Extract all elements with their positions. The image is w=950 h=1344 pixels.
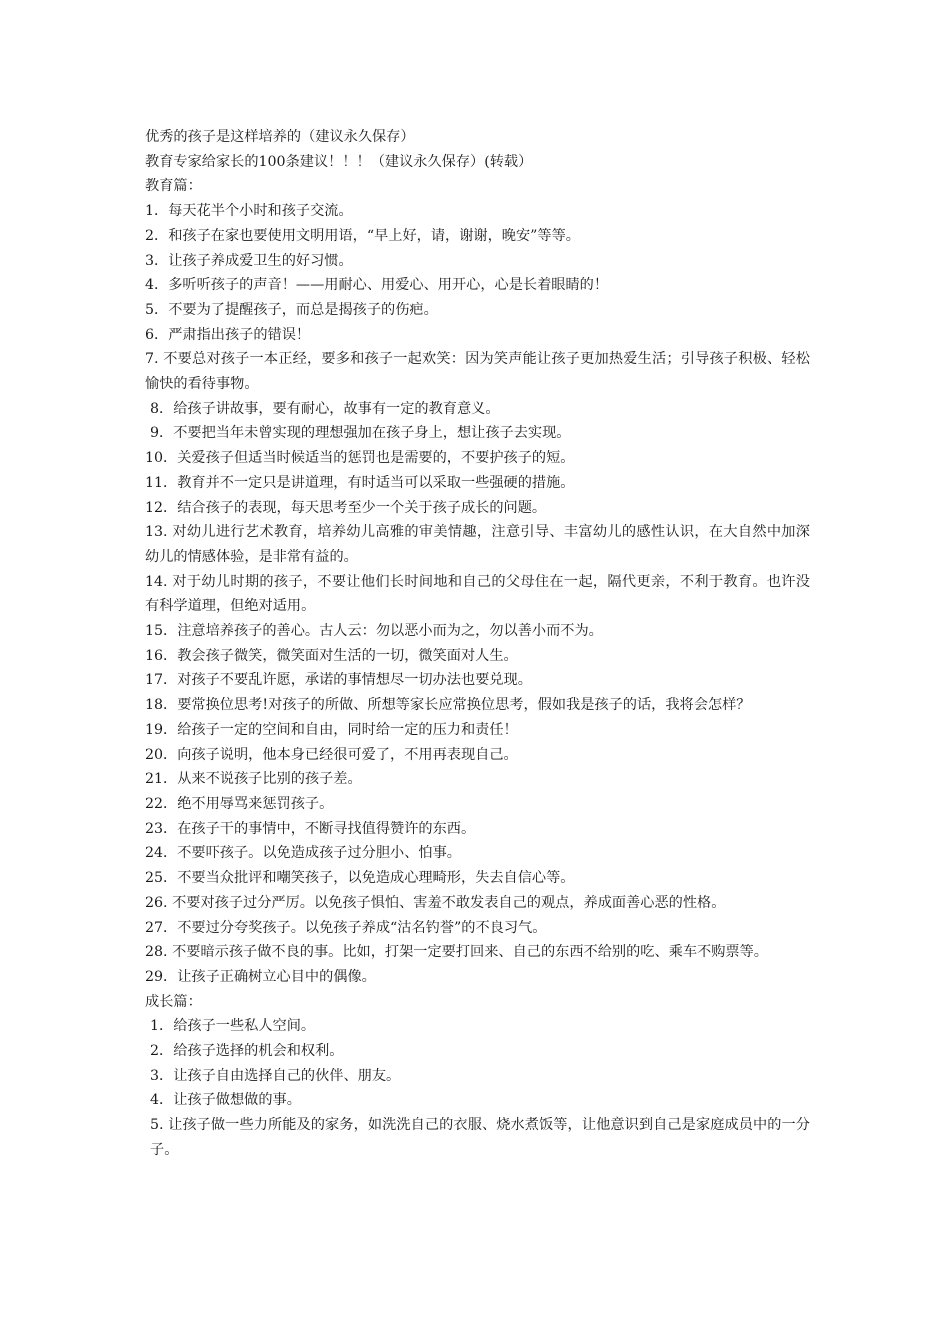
education-item: 26. 不要对孩子过分严厉。以免孩子惧怕、害羞不敢发表自己的观点，养成面善心恶的性格。 [145,894,726,911]
growth-item: 4．让孩子做想做的事。 [150,1092,301,1109]
section-heading-education: 教育篇： [145,178,202,195]
education-item: 16．教会孩子微笑，微笑面对生活的一切，微笑面对人生。 [145,647,518,664]
education-item: 11．教育并不一定只是讲道理，有时适当可以采取一些强硬的措施。 [145,474,575,491]
education-item: 4．多听听孩子的声音！——用耐心、用爱心、用开心，心是长着眼睛的！ [145,277,609,294]
education-item: 21．从来不说孩子比别的孩子差。 [145,771,362,788]
document-body [145,125,810,1163]
education-item: 6．严肃指出孩子的错误！ [145,326,311,343]
growth-item: 5. 让孩子做一些力所能及的家务，如洗洗自己的衣服、烧水煮饭等，让他意识到自己是家庭成员中的一分子。 [150,1117,810,1158]
document-title: 优秀的孩子是这样培养的（建议永久保存） [145,129,415,145]
education-item: 3．让孩子养成爱卫生的好习惯。 [145,252,353,269]
education-item: 24．不要吓孩子。以免造成孩子过分胆小、怕事。 [145,845,461,862]
section-heading-growth: 成长篇： [145,993,202,1010]
education-item: 20．向孩子说明，他本身已经很可爱了，不用再表现自己。 [145,746,518,763]
document-subtitle: 教育专家给家长的100条建议！！！（建议永久保存）(转载） [145,153,533,170]
education-item: 25．不要当众批评和嘲笑孩子，以免造成心理畸形，失去自信心等。 [145,870,575,887]
growth-item: 1．给孩子一些私人空间。 [150,1018,316,1035]
education-item: 15．注意培养孩子的善心。古人云：勿以恶小而为之，勿以善小而不为。 [145,623,603,640]
education-item: 27．不要过分夸奖孩子。以免孩子养成“沽名钓誉”的不良习气。 [145,919,547,936]
education-item: 2．和孩子在家也要使用文明用语，“早上好，请，谢谢，晚安”等等。 [145,227,580,244]
education-item: 28. 不要暗示孩子做不良的事。比如，打架一定要打回来、自己的东西不给别的吃、乘车不购票等。 [145,944,768,961]
education-item: 1．每天花半个小时和孩子交流。 [145,203,353,220]
growth-item: 2．给孩子选择的机会和权利。 [150,1043,344,1060]
education-item: 5．不要为了提醒孩子，而总是揭孩子的伤疤。 [145,301,438,318]
education-item: 10．关爱孩子但适当时候适当的惩罚也是需要的，不要护孩子的短。 [145,450,575,467]
education-item: 18．要常换位思考!对孩子的所做、所想等家长应常换位思考，假如我是孩子的话，我将会怎样？ [145,697,751,714]
education-item: 29．让孩子正确树立心目中的偶像。 [145,968,376,985]
education-item: 23．在孩子干的事情中，不断寻找值得赞许的东西。 [145,820,476,837]
education-item: 22．绝不用辱骂来惩罚孩子。 [145,795,334,812]
education-item: 19．给孩子一定的空间和自由，同时给一定的压力和责任！ [145,721,518,738]
education-item: 12．结合孩子的表现，每天思考至少一个关于孩子成长的问题。 [145,499,547,516]
education-item: 7. 不要总对孩子一本正经，要多和孩子一起欢笑：因为笑声能让孩子更加热爱生活；引导孩子积极、轻松愉快的看待事物。 [145,351,810,393]
education-item: 17．对孩子不要乱许愿，承诺的事情想尽一切办法也要兑现。 [145,672,532,689]
education-item: 9．不要把当年未曾实现的理想强加在孩子身上，想让孩子去实现。 [150,425,571,442]
education-item: 13. 对幼儿进行艺术教育，培养幼儿高雅的审美情趣，注意引导、丰富幼儿的感性认识，在大自然中加深幼儿的情感体验，是非常有益的。 [145,524,810,565]
growth-item: 3．让孩子自由选择自己的伙伴、朋友。 [150,1067,401,1084]
education-item: 8．给孩子讲故事，要有耐心，故事有一定的教育意义。 [150,400,500,417]
education-item: 14. 对于幼儿时期的孩子，不要让他们长时间地和自己的父母住在一起，隔代更亲，不利于教育。也许没有科学道理，但绝对适用。 [145,573,810,615]
